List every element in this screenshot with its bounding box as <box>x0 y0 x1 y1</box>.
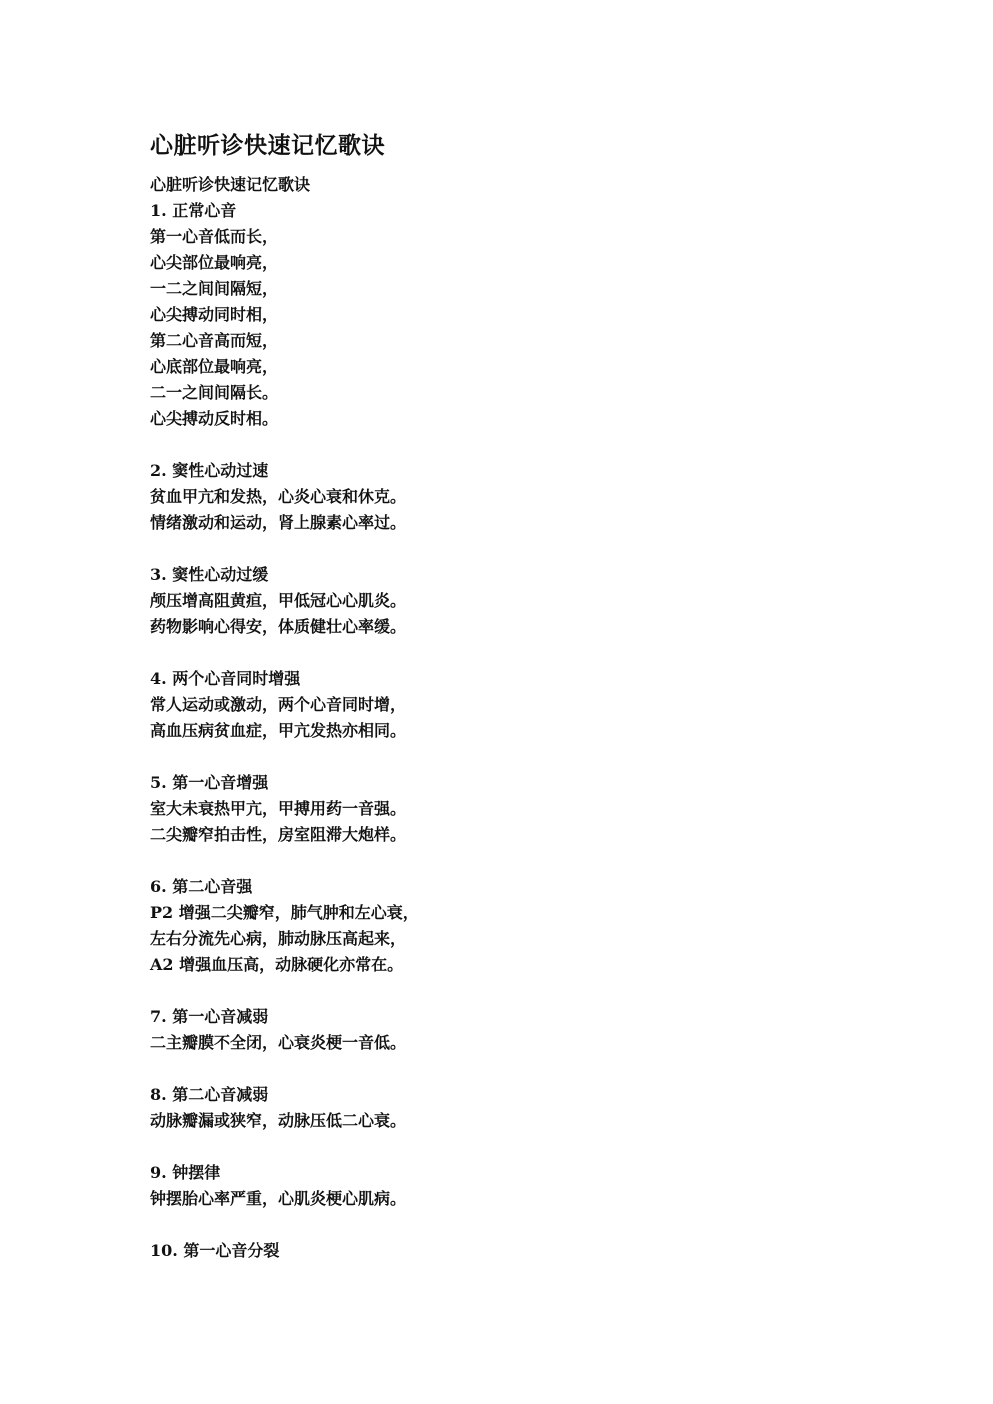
section-heading-2: 2. 窦性心动过速 <box>150 461 269 480</box>
verse-line: 心尖部位最响亮， <box>150 253 279 272</box>
section-heading-9: 9. 钟摆律 <box>150 1163 221 1182</box>
blank-line <box>150 640 850 666</box>
verse-line: A2 增强血压高，动脉硬化亦常在。 <box>150 955 404 974</box>
verse-line: 动脉瓣漏或狭窄，动脉压低二心衰。 <box>150 1111 407 1130</box>
section-heading-6: 6. 第二心音强 <box>150 877 253 896</box>
section-heading-7: 7. 第一心音减弱 <box>150 1007 269 1026</box>
section-heading-5: 5. 第一心音增强 <box>150 773 269 792</box>
verse-line: 心尖搏动同时相， <box>150 305 279 324</box>
verse-line: 第二心音高而短， <box>150 331 279 350</box>
verse-line: 常人运动或激动，两个心音同时增， <box>150 695 407 714</box>
verse-line: 心底部位最响亮， <box>150 357 279 376</box>
section-heading-3: 3. 窦性心动过缓 <box>150 565 269 584</box>
verse-line: 二一之间间隔长。 <box>150 383 279 402</box>
verse-line: P2 增强二尖瓣窄，肺气肿和左心衰， <box>150 903 419 922</box>
blank-line <box>150 744 850 770</box>
blank-line <box>150 1212 850 1238</box>
verse-line: 心尖搏动反时相。 <box>150 409 279 428</box>
document-page <box>150 130 850 1264</box>
verse-line: 左右分流先心病，肺动脉压高起来， <box>150 929 407 948</box>
verse-line: 二主瓣膜不全闭，心衰炎梗一音低。 <box>150 1033 407 1052</box>
verse-line: 一二之间间隔短， <box>150 279 279 298</box>
verse-line: 情绪激动和运动，肾上腺素心率过。 <box>150 513 407 532</box>
blank-line <box>150 1056 850 1082</box>
verse-line: 颅压增高阻黄疸，甲低冠心心肌炎。 <box>150 591 407 610</box>
blank-line <box>150 848 850 874</box>
document-title: 心脏听诊快速记忆歌诀 <box>150 132 385 159</box>
section-heading-10: 10. 第一心音分裂 <box>150 1241 280 1260</box>
verse-line: 第一心音低而长， <box>150 227 279 246</box>
blank-line <box>150 432 850 458</box>
section-heading-8: 8. 第二心音减弱 <box>150 1085 269 1104</box>
verse-line: 二尖瓣窄拍击性，房室阻滞大炮样。 <box>150 825 407 844</box>
verse-line: 室大未衰热甲亢，甲搏用药一音强。 <box>150 799 407 818</box>
blank-line <box>150 1134 850 1160</box>
section-heading-1: 1. 正常心音 <box>150 201 237 220</box>
verse-line: 钟摆胎心率严重，心肌炎梗心肌病。 <box>150 1189 407 1208</box>
subtitle: 心脏听诊快速记忆歌诀 <box>150 175 311 194</box>
blank-line <box>150 978 850 1004</box>
verse-line: 高血压病贫血症，甲亢发热亦相同。 <box>150 721 407 740</box>
section-heading-4: 4. 两个心音同时增强 <box>150 669 301 688</box>
blank-line <box>150 536 850 562</box>
verse-line: 贫血甲亢和发热，心炎心衰和休克。 <box>150 487 407 506</box>
verse-line: 药物影响心得安，体质健壮心率缓。 <box>150 617 407 636</box>
